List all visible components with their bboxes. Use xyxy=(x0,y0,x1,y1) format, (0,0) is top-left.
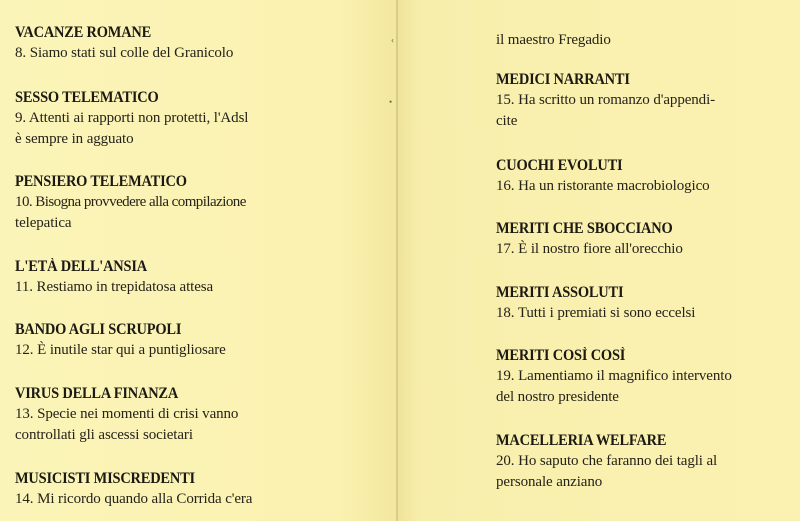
entry-text xyxy=(15,340,305,361)
list-item xyxy=(15,469,305,510)
page-fold xyxy=(396,0,398,521)
entry-title: MERITI ASSOLUTI xyxy=(496,284,624,301)
entry-title: PENSIERO TELEMATICO xyxy=(15,173,187,190)
entry-text xyxy=(496,176,786,197)
entry-title: MERITI COSÌ COSÌ xyxy=(496,347,626,364)
entry-text xyxy=(496,451,786,493)
entry-title: SESSO TELEMATICO xyxy=(15,89,159,106)
list-item xyxy=(496,431,786,493)
entry-line: del nostro presidente xyxy=(496,389,619,405)
entry-line: 13. Specie nei momenti di crisi vanno xyxy=(15,406,239,422)
list-item xyxy=(496,219,786,260)
entry-line: 17. È il nostro fiore all'orecchio xyxy=(496,241,683,257)
entry-text xyxy=(496,303,786,324)
entry-line: 14. Mi ricordo quando alla Corrida c'era xyxy=(15,491,253,507)
entry-text xyxy=(15,277,305,298)
entry-text xyxy=(15,108,305,150)
entry-title: BANDO AGLI SCRUPOLI xyxy=(15,321,182,338)
list-item xyxy=(15,320,305,361)
entry-line: 15. Ha scritto un romanzo d'appendi- xyxy=(496,92,716,108)
entry-line: cite xyxy=(496,113,518,129)
entry-title: VIRUS DELLA FINANZA xyxy=(15,385,179,402)
entry-text xyxy=(15,192,305,234)
list-item-continuation xyxy=(496,30,786,51)
entry-line: il maestro Fregadio xyxy=(496,32,611,48)
entry-text xyxy=(15,43,305,64)
entry-text xyxy=(496,30,786,51)
entry-text xyxy=(15,404,305,446)
fold-mark-middle: • xyxy=(389,97,393,107)
entry-line: 11. Restiamo in trepidatosa attesa xyxy=(15,279,214,295)
entry-line: telepatica xyxy=(15,215,72,231)
entry-text xyxy=(496,239,786,260)
entry-text xyxy=(496,366,786,408)
entry-text xyxy=(15,489,305,510)
list-item xyxy=(496,346,786,408)
list-item xyxy=(15,257,305,298)
entry-title: MERITI CHE SBOCCIANO xyxy=(496,220,673,237)
entry-title: VACANZE ROMANE xyxy=(15,24,152,41)
entry-line: 20. Ho saputo che faranno dei tagli al xyxy=(496,453,718,469)
entry-title: L'ETÀ DELL'ANSIA xyxy=(15,258,148,275)
entry-line: 18. Tutti i premiati si sono eccelsi xyxy=(496,305,696,321)
entry-line: 10. Bisogna provvedere alla compilazione xyxy=(15,194,246,210)
list-item xyxy=(15,88,305,150)
entry-line: controllati gli ascessi societari xyxy=(15,427,193,443)
list-item xyxy=(15,172,305,234)
entry-text xyxy=(496,90,786,132)
entry-title: MUSICISTI MISCREDENTI xyxy=(15,470,195,487)
list-item xyxy=(496,70,786,132)
entry-title: MACELLERIA WELFARE xyxy=(496,432,667,449)
entry-title: CUOCHI EVOLUTI xyxy=(496,157,623,174)
entry-title: MEDICI NARRANTI xyxy=(496,71,630,88)
entry-line: 19. Lamentiamo il magnifico intervento xyxy=(496,368,732,384)
entry-line: 12. È inutile star qui a puntigliosare xyxy=(15,342,226,358)
entry-line: 9. Attenti ai rapporti non protetti, l'Adsl xyxy=(15,110,249,126)
list-item xyxy=(496,283,786,324)
entry-line: personale anziano xyxy=(496,474,603,490)
entry-line: è sempre in agguato xyxy=(15,131,134,147)
list-item xyxy=(15,384,305,446)
entry-line: 8. Siamo stati sul colle del Granicolo xyxy=(15,45,234,61)
list-item xyxy=(496,156,786,197)
fold-mark-top: ‹ xyxy=(391,35,394,45)
list-item xyxy=(15,23,305,64)
entry-line: 16. Ha un ristorante macrobiologico xyxy=(496,178,710,194)
